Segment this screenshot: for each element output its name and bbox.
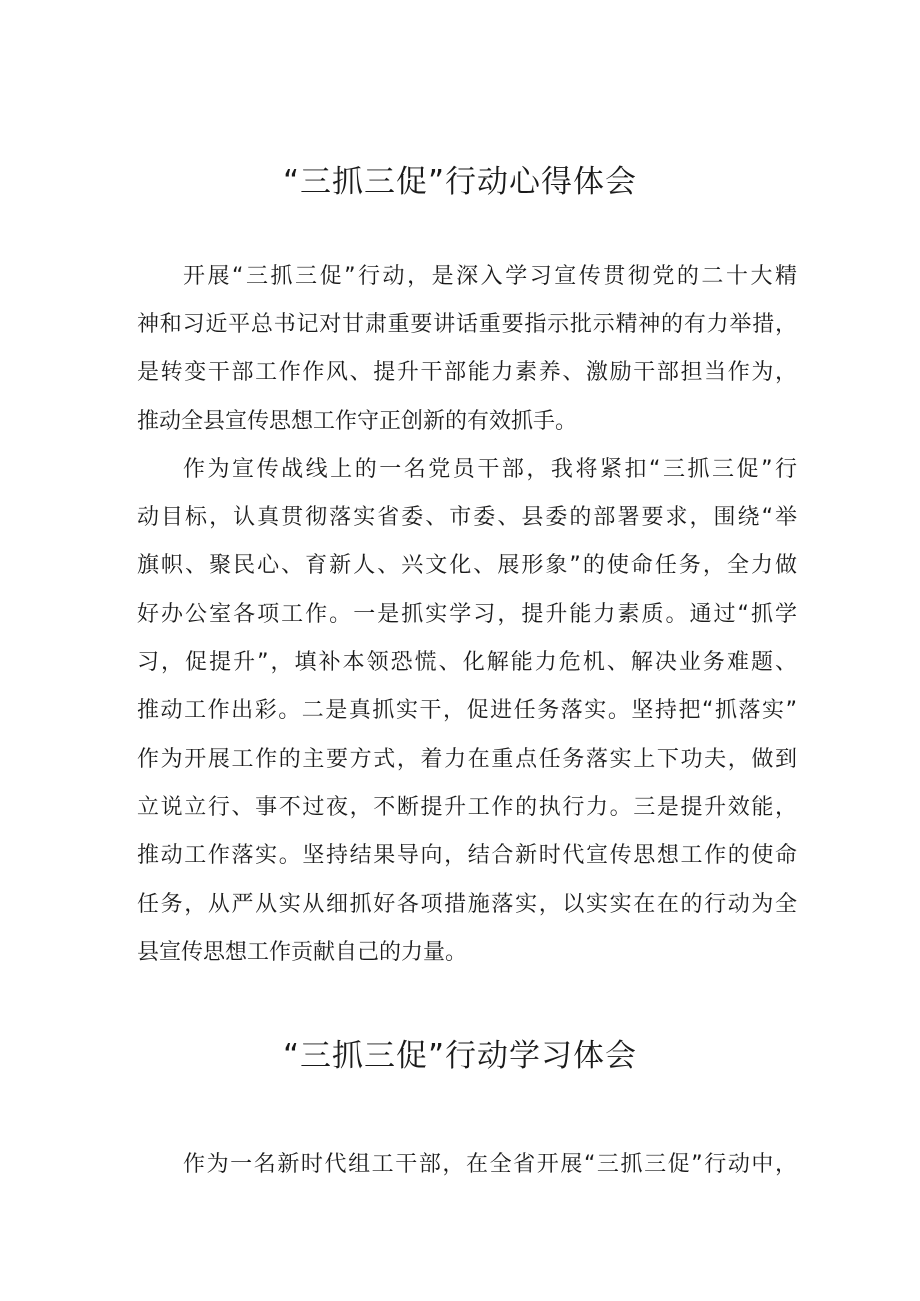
article-1-line: 作为宣传战线上的一名党员干部，我将紧扣“三抓三促”行	[183, 457, 797, 482]
article-1-line: 好办公室各项工作。一是抓实学习，提升能力素质。通过“抓学	[137, 602, 797, 627]
article-2-line: 作为一名新时代组工干部，在全省开展“三抓三促”行动中，	[183, 1152, 797, 1177]
article-1-title: “三抓三促”行动心得体会	[282, 164, 638, 200]
article-1-line: 县宣传思想工作贡献自己的力量。	[137, 940, 468, 965]
article-1-line: 习，促提升”，填补本领恐慌、化解能力危机、解决业务难题、	[137, 650, 797, 675]
article-1-line: 神和习近平总书记对甘肃重要讲话重要指示批示精神的有力举措，	[137, 312, 797, 337]
article-1-line: 推动工作出彩。二是真抓实干，促进任务落实。坚持把“抓落实”	[137, 698, 797, 723]
article-1-line: 任务，从严从实从细抓好各项措施落实，以实实在在的行动为全	[137, 892, 797, 917]
article-1-line: 作为开展工作的主要方式，着力在重点任务落实上下功夫，做到	[137, 747, 797, 772]
article-1-line: 动目标，认真贯彻落实省委、市委、县委的部署要求，围绕“举	[137, 505, 797, 530]
article-1-line: 推动工作落实。坚持结果导向，结合新时代宣传思想工作的使命	[137, 843, 797, 868]
article-1-line: 推动全县宣传思想工作守正创新的有效抓手。	[137, 409, 578, 434]
article-1-line: 是转变干部工作作风、提升干部能力素养、激励干部担当作为，	[137, 360, 797, 385]
article-1-line: 旗帜、聚民心、育新人、兴文化、展形象”的使命任务，全力做	[137, 553, 797, 578]
article-1-line: 立说立行、事不过夜，不断提升工作的执行力。三是提升效能，	[137, 795, 797, 820]
article-2-title: “三抓三促”行动学习体会	[282, 1038, 638, 1074]
article-1-line: 开展“三抓三促”行动，是深入学习宣传贯彻党的二十大精	[183, 264, 797, 289]
